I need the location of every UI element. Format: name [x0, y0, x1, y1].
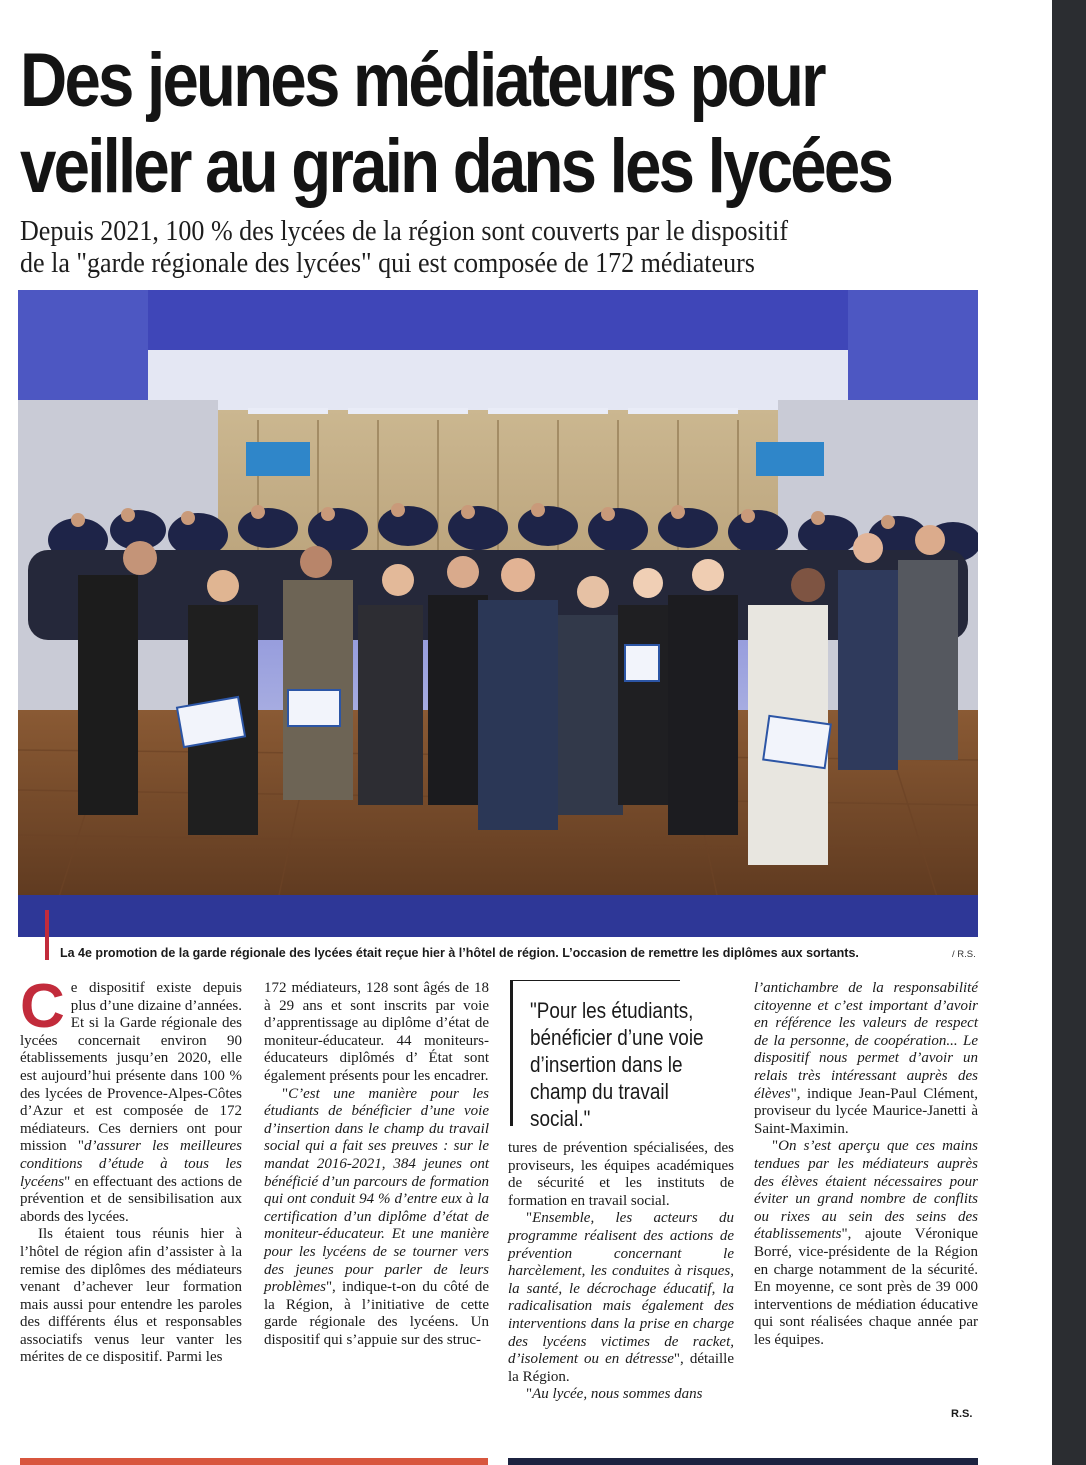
paragraph-text: " en effectuant des actions de prévention et de sensibilisation aux abords des lycées.	[20, 1173, 242, 1225]
page-edge	[1052, 0, 1086, 1465]
headline	[20, 38, 892, 210]
paragraph-text: ", indique-t-on du côté de la Région, à l’initiative de cette garde régionale des lycéens. Un dispositif qui s’appuie sur des struc-	[264, 1279, 489, 1348]
quote-mark: "	[282, 1085, 289, 1102]
quote-mark: "	[772, 1138, 779, 1155]
caption-marker	[45, 910, 49, 960]
screen-left	[246, 442, 310, 476]
screen-right	[756, 442, 824, 476]
article-paragraph	[20, 972, 242, 1226]
quote-mark: "	[526, 1210, 533, 1227]
article-paragraph	[754, 1138, 978, 1349]
subheadline-line-2: de la "garde régionale des lycées" qui est composée de 172 médiateurs	[20, 248, 755, 279]
quote-text: On s’est aperçu que ces mains tendues par les médiateurs auprès des élèves étaient nécessaires pour éviter un grand nombre de conflits ou rixes au sein des seins des établissements	[754, 1138, 978, 1243]
article-column-3	[508, 1140, 734, 1404]
group-photo-illustration	[18, 290, 978, 937]
quote-text: Ensemble, les acteurs du programme réalisent des actions de prévention concernant le harcèlement, les conduites à risques, la santé, le décrochage éducatif, la radicalisation mais également des interventions dans la prise en charge des lycéens victimes de racket, d’isolement ou en détresse	[508, 1210, 734, 1368]
article-paragraph: 172 médiateurs, 128 sont âgés de 18 à 29 ans et sont inscrits par voie d’apprentissage au diplôme d’état de moniteur-éducateur. 44 moniteurs-éducateurs diplômés d’ État sont également présents pour les encadrer.	[264, 980, 489, 1084]
quote-text: Au lycée, nous sommes dans	[532, 1386, 703, 1403]
quote-text: d’assurer les meilleures conditions d’étude à tous les lycéens	[20, 1138, 242, 1190]
article-column-2	[264, 980, 489, 1349]
subheadline	[20, 216, 913, 280]
paragraph-text: ", ajoute Véronique Borré, vice-présidente de la Région en charge notamment de la sécurité. En moyenne, ce sont près de 39 000 interventions de médiation éducative qui sont réalisées chaque année par les équipes.	[754, 1226, 978, 1348]
next-article-rule-red	[20, 1458, 488, 1465]
headline-line-1: Des jeunes médiateurs pour	[20, 38, 824, 123]
paragraph-text: ", indique Jean-Paul Clément, proviseur du lycée Maurice-Janetti à Saint-Maximin.	[754, 1085, 978, 1137]
subheadline-line-1: Depuis 2021, 100 % des lycées de la région sont couverts par le dispositif	[20, 216, 789, 247]
photo-caption: La 4e promotion de la garde régionale des lycées était reçue hier à l’hôtel de région. L’occasion de remettre les diplômes aux sortants.	[60, 946, 859, 960]
paragraph-text: ", détaille la Région.	[508, 1351, 734, 1385]
quote-mark: "	[526, 1386, 533, 1403]
headline-line-2: veiller au grain dans les lycées	[20, 124, 892, 209]
article-paragraph	[754, 980, 978, 1138]
article-paragraph: Ils étaient tous réunis hier à l’hôtel de région afin d’assister à la remise des diplômes des médiateurs venant d’achever leur formation mais aussi pour entendre les paroles des différents élus et responsables associatifs venus leur vanter les mérites de ce dispositif. Parmi les	[20, 1226, 242, 1366]
next-article-rule-navy	[508, 1458, 978, 1465]
quote-text: l’antichambre de la responsabilité citoyenne et c’est important d’avoir en référence les valeurs de respect de la personne, de coopération... Le dispositif nous permet d’avoir un relais très intéressant auprès des élèves	[754, 980, 978, 1102]
dropcap: C	[20, 972, 65, 1041]
pull-quote: "Pour les étudiants, bénéficier d’une voie d’insertion dans le champ du travail social."	[530, 998, 704, 1131]
article-paragraph: tures de prévention spécialisées, des proviseurs, les équipes académiques de sécurité et les instituts de formation en travail social.	[508, 1140, 734, 1209]
photo-credit: / R.S.	[952, 949, 976, 960]
article-paragraph	[264, 1086, 489, 1350]
quote-text: C’est une manière pour les étudiants de bénéficier d’une voie d’insertion dans le champ du travail social qui a fait ses preuves : sur le mandat 2016-2021, 384 jeunes ont bénéficié d’un parcours de formation qui ont conduit 94 % d’entre eux à la certification d’un diplôme d’état de moniteur-éducateur. Et une manière pour les lycéens de se tourner vers des jeunes pour parler de leurs problèmes	[264, 1085, 489, 1296]
article-photo	[18, 290, 978, 937]
article-column-1	[20, 972, 242, 1367]
article-paragraph	[508, 1210, 734, 1386]
article-column-4	[754, 980, 978, 1349]
paragraph-text: e dispositif existe depuis plus d’une dizaine d’années. Et si la Garde régionale des lycées concernait environ 90 établissements jusqu’en 2020, elle est aujourd’hui présente dans 100 % des lycées de Provence-Alpes-Côtes d’Azur et est composée de 172 médiateurs. Ces derniers ont pour mission "	[20, 980, 242, 1155]
author-signature: R.S.	[951, 1408, 973, 1420]
article-paragraph	[508, 1386, 734, 1404]
